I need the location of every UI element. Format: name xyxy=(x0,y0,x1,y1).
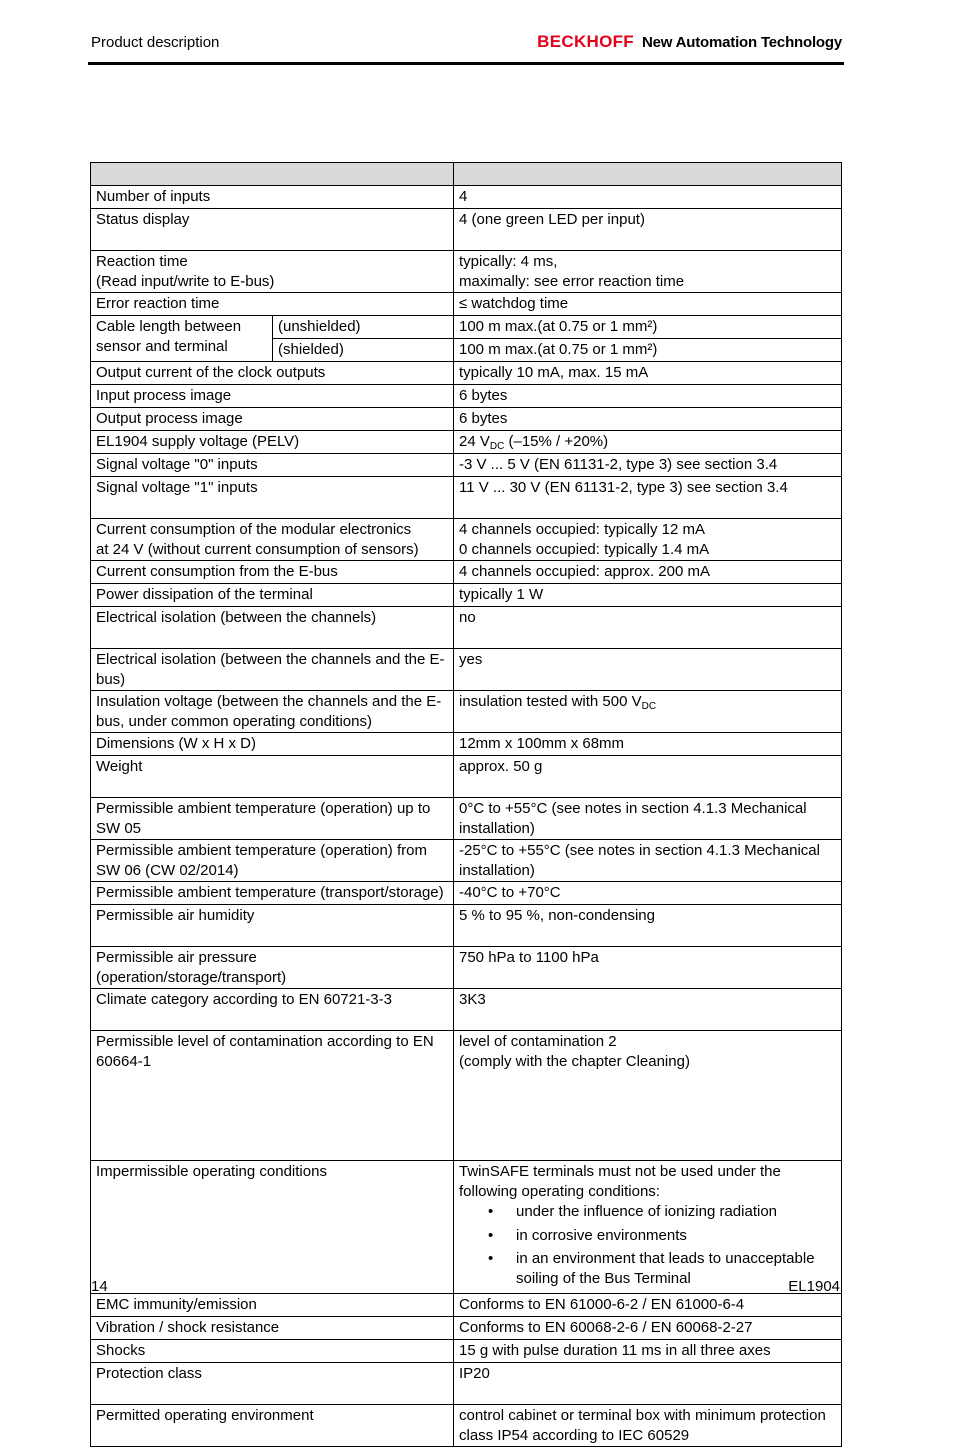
table-row xyxy=(91,454,842,477)
row-value xyxy=(454,798,842,840)
row-value xyxy=(454,362,842,385)
row-label: Permissible ambient temperature (operation) up to SW 05 xyxy=(91,798,454,840)
row-value: 100 m max.(at 0.75 or 1 mm²) xyxy=(454,339,842,362)
row-label: Error reaction time xyxy=(91,293,454,316)
row-label: EL1904 supply voltage (PELV) xyxy=(91,431,454,454)
row-value xyxy=(454,477,842,519)
row-value-subscript: DC xyxy=(489,441,505,452)
row-sub-label: (unshielded) xyxy=(273,316,454,339)
list-item: • under the influence of ionizing radiation xyxy=(516,1202,836,1222)
row-label: Current consumption from the E-bus xyxy=(91,561,454,584)
table-row xyxy=(91,1363,842,1405)
row-value-text: 15 g with pulse duration 11 ms in all three axes xyxy=(459,1342,771,1359)
row-label: Impermissible operating conditions xyxy=(91,1161,454,1294)
row-label: Signal voltage "0" inputs xyxy=(91,454,454,477)
row-label-line: Current consumption of the modular electronics xyxy=(96,521,412,538)
row-value xyxy=(454,1317,842,1340)
row-value-line: (comply with the chapter Cleaning) xyxy=(459,1052,690,1070)
row-value xyxy=(454,561,842,584)
row-value-text: -40°C to +70°C xyxy=(459,884,561,901)
row-value-text: typically 10 mA, max. 15 mA xyxy=(459,364,649,381)
row-value-text: 6 bytes xyxy=(459,410,508,427)
list-item: • in an environment that leads to unacceptable soiling of the Bus Terminal xyxy=(516,1249,836,1288)
row-label: Permissible ambient temperature (transport/storage) xyxy=(91,882,454,905)
row-value xyxy=(454,756,842,798)
row-value xyxy=(454,584,842,607)
row-label xyxy=(91,519,454,561)
table-header-row xyxy=(91,163,842,186)
table-header-technical-data xyxy=(91,163,454,186)
row-value xyxy=(454,840,842,882)
row-label: Permitted operating environment xyxy=(91,1405,454,1447)
row-value xyxy=(454,251,842,293)
row-label: Protection class xyxy=(91,1363,454,1405)
product-name: EL1904 xyxy=(788,1278,840,1295)
row-value xyxy=(454,607,842,649)
row-value xyxy=(454,293,842,316)
row-label: Electrical isolation (between the channels and the E-bus) xyxy=(91,649,454,691)
row-value xyxy=(454,1031,842,1161)
row-value-text: 4 channels occupied: approx. 200 mA xyxy=(459,563,710,580)
row-label: Permissible air humidity xyxy=(91,905,454,947)
row-value-text: typically 1 W xyxy=(459,586,544,603)
table-row xyxy=(91,519,842,561)
table-row xyxy=(91,798,842,840)
header-rule xyxy=(88,62,844,65)
row-value-line: 4 channels occupied: typically 12 mA xyxy=(459,521,705,538)
row-value-text: 11 V ... 30 V (EN 61131-2, type 3) see section 3.4 xyxy=(459,479,788,496)
row-value-line: 0 channels occupied: typically 1.4 mA xyxy=(459,540,710,558)
row-value-text: (–15% / +20%) xyxy=(504,433,609,450)
row-label: Signal voltage "1" inputs xyxy=(91,477,454,519)
row-label: Output process image xyxy=(91,408,454,431)
table-row xyxy=(91,293,842,316)
row-value xyxy=(454,1294,842,1317)
row-label: EMC immunity/emission xyxy=(91,1294,454,1317)
table-row xyxy=(91,905,842,947)
row-value-text: -25°C to +55°C (see notes in section 4.1.3 Mechanical installation) xyxy=(459,842,820,879)
row-value xyxy=(454,649,842,691)
row-label: Insulation voltage (between the channels and the E-bus, under common operating conditions) xyxy=(91,691,454,733)
row-label xyxy=(91,251,454,293)
table-row xyxy=(91,209,842,251)
row-value xyxy=(454,882,842,905)
row-label-line: Reaction time xyxy=(96,253,188,270)
row-label: Status display xyxy=(91,209,454,251)
row-value-subscript: DC xyxy=(641,701,657,712)
row-value xyxy=(454,691,842,733)
row-value-text: Conforms to EN 60068-2-6 / EN 60068-2-27 xyxy=(459,1319,753,1336)
row-sub-label: (shielded) xyxy=(273,339,454,362)
row-value: 100 m max.(at 0.75 or 1 mm²) xyxy=(454,316,842,339)
technical-data-table xyxy=(90,162,842,1447)
row-label: Climate category according to EN 60721-3-3 xyxy=(91,989,454,1031)
bullet-list xyxy=(459,1202,836,1288)
row-value-text: -3 V ... 5 V (EN 61131-2, type 3) see section 3.4 xyxy=(459,456,778,473)
table-row xyxy=(91,756,842,798)
section-title: Product description xyxy=(91,34,220,51)
row-label: Input process image xyxy=(91,385,454,408)
row-value-text: 6 bytes xyxy=(459,387,508,404)
row-value xyxy=(454,186,842,209)
row-label: Output current of the clock outputs xyxy=(91,362,454,385)
table-row xyxy=(91,186,842,209)
row-value xyxy=(454,408,842,431)
row-value-text: approx. 50 g xyxy=(459,758,543,775)
table-row xyxy=(91,1031,842,1161)
row-label-line: at 24 V (without current consumption of sensors) xyxy=(96,540,419,558)
brand-logo xyxy=(537,32,842,52)
row-label: Shocks xyxy=(91,1340,454,1363)
row-value-text: no xyxy=(459,609,476,626)
table-row xyxy=(91,251,842,293)
table-header-product xyxy=(454,163,842,186)
row-value xyxy=(454,733,842,756)
table-row xyxy=(91,882,842,905)
brand-name: BECKHOFF xyxy=(537,32,634,51)
table-row xyxy=(91,477,842,519)
row-value xyxy=(454,905,842,947)
brand-tagline: New Automation Technology xyxy=(642,34,842,51)
row-value xyxy=(454,431,842,454)
table-row xyxy=(91,733,842,756)
row-value-text: Conforms to EN 61000-6-2 / EN 61000-6-4 xyxy=(459,1296,745,1313)
row-label: Permissible air pressure (operation/storage/transport) xyxy=(91,947,454,989)
row-label: Vibration / shock resistance xyxy=(91,1317,454,1340)
row-value-text: 4 xyxy=(459,188,468,205)
table-row xyxy=(91,584,842,607)
table-row xyxy=(91,649,842,691)
row-value xyxy=(454,1161,842,1294)
table-row xyxy=(91,840,842,882)
row-value-text: 5 % to 95 %, non-condensing xyxy=(459,907,655,924)
table-row xyxy=(91,607,842,649)
row-value-text: 4 (one green LED per input) xyxy=(459,211,645,228)
table-row xyxy=(91,1317,842,1340)
row-value xyxy=(454,947,842,989)
row-value xyxy=(454,209,842,251)
row-value xyxy=(454,454,842,477)
row-label: Cable length between sensor and terminal xyxy=(91,316,273,362)
row-value-text: insulation tested with 500 V xyxy=(459,693,642,710)
table-row xyxy=(91,385,842,408)
row-value xyxy=(454,1405,842,1447)
row-value-line: typically: 4 ms, xyxy=(459,253,558,270)
row-value xyxy=(454,1363,842,1405)
table-row xyxy=(91,1161,842,1294)
table-row xyxy=(91,431,842,454)
row-value-text: yes xyxy=(459,651,483,668)
table-row xyxy=(91,691,842,733)
row-value-text: 0°C to +55°C (see notes in section 4.1.3 Mechanical installation) xyxy=(459,800,807,837)
row-value-text: IP20 xyxy=(459,1365,490,1382)
row-label: Number of inputs xyxy=(91,186,454,209)
table-row xyxy=(91,561,842,584)
row-label: Dimensions (W x H x D) xyxy=(91,733,454,756)
row-label: Weight xyxy=(91,756,454,798)
row-label: Electrical isolation (between the channels) xyxy=(91,607,454,649)
row-value xyxy=(454,989,842,1031)
table-row xyxy=(91,316,842,339)
row-value xyxy=(454,1340,842,1363)
table-row xyxy=(91,408,842,431)
row-label: Permissible ambient temperature (operation) from SW 06 (CW 02/2014) xyxy=(91,840,454,882)
table-row xyxy=(91,1340,842,1363)
table-row xyxy=(91,362,842,385)
table-row xyxy=(91,1405,842,1447)
row-value-text: 12mm x 100mm x 68mm xyxy=(459,735,625,752)
row-value-text: 3K3 xyxy=(459,991,486,1008)
row-value xyxy=(454,519,842,561)
row-value-text: TwinSAFE terminals must not be used under the following operating conditions: xyxy=(459,1163,781,1200)
row-label-line: (Read input/write to E-bus) xyxy=(96,272,275,290)
row-value-line: level of contamination 2 xyxy=(459,1033,617,1050)
page-number: 14 xyxy=(91,1278,108,1295)
list-item: • in corrosive environments xyxy=(516,1226,836,1246)
table-row xyxy=(91,1294,842,1317)
row-value xyxy=(454,385,842,408)
row-value-text: ≤ watchdog time xyxy=(459,295,569,312)
row-value-text: 24 V xyxy=(459,433,490,450)
row-value-line: maximally: see error reaction time xyxy=(459,272,685,290)
table-row xyxy=(91,989,842,1031)
row-value-text: 750 hPa to 1100 hPa xyxy=(459,949,599,966)
table-row xyxy=(91,947,842,989)
row-label: Permissible level of contamination according to EN 60664-1 xyxy=(91,1031,454,1161)
row-label: Power dissipation of the terminal xyxy=(91,584,454,607)
row-value-text: control cabinet or terminal box with minimum protection class IP54 according to IEC 60529 xyxy=(459,1407,826,1444)
